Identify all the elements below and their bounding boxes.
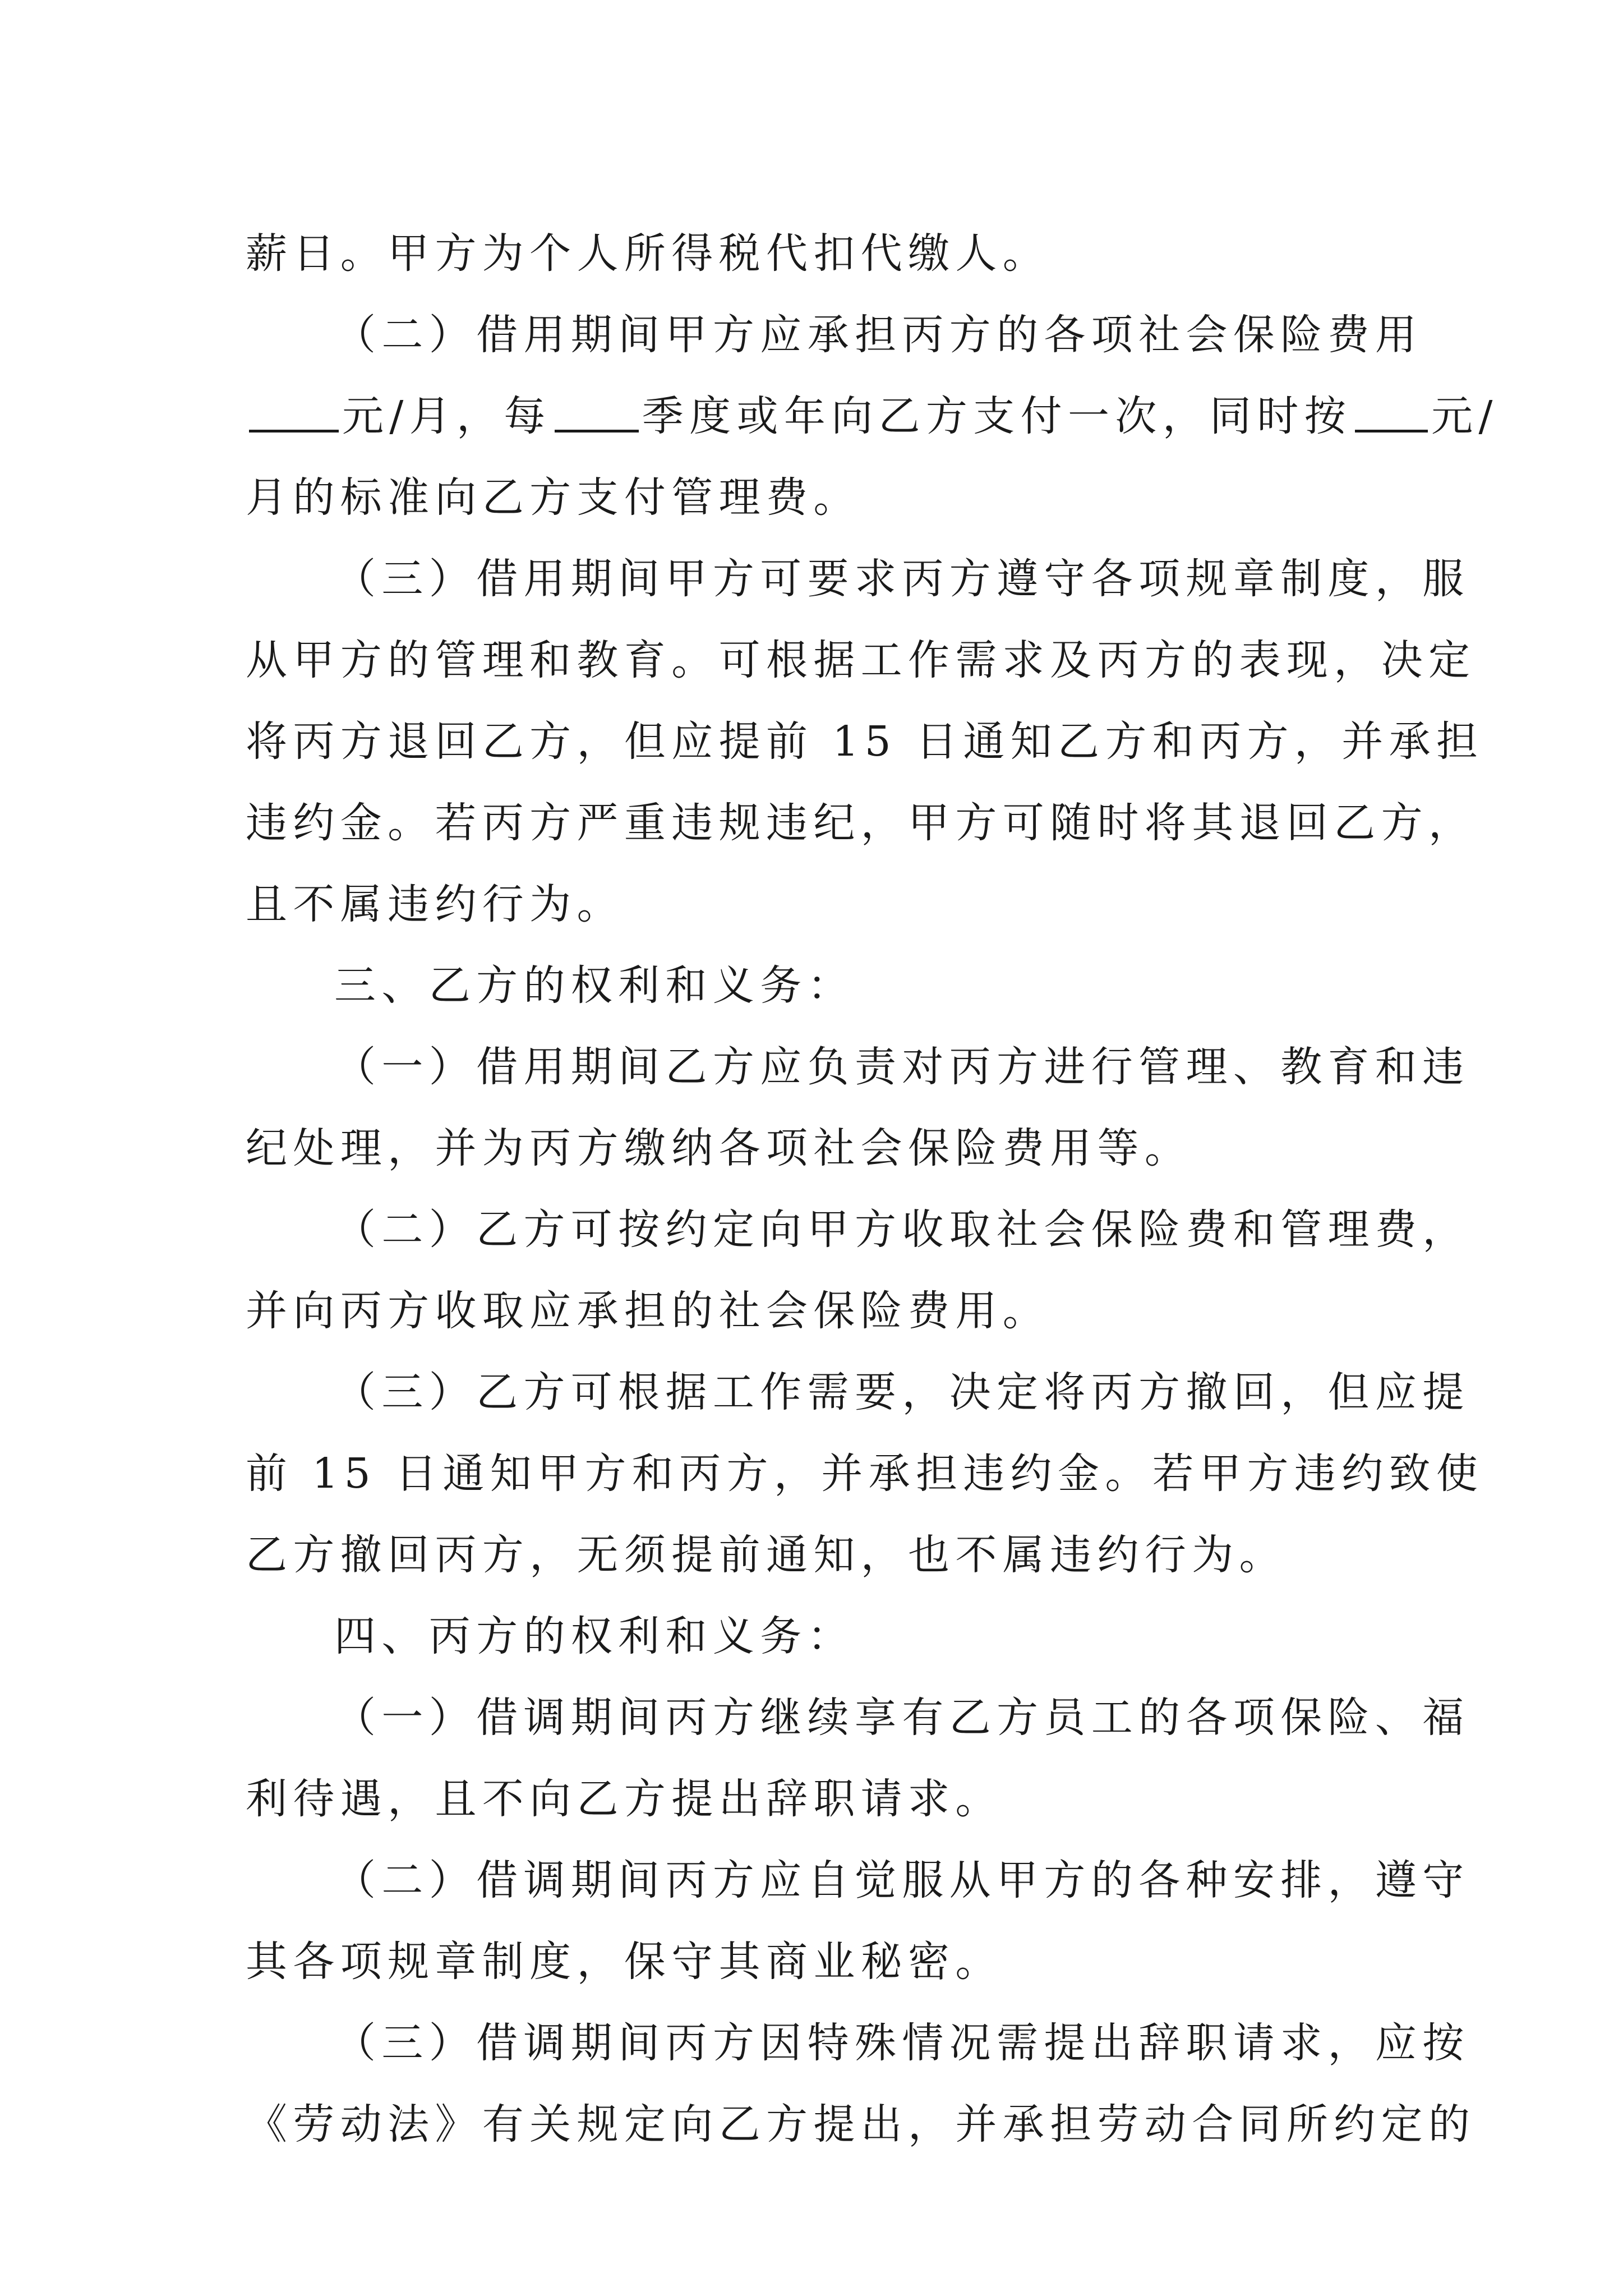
document-body [246, 213, 1498, 2165]
text-line: 月的标准向乙方支付管理费。 [246, 473, 861, 522]
text-segment: 元/月，每 [342, 392, 551, 440]
text-line: 违约金。若丙方严重违规违纪，甲方可随时将其退回乙方， [246, 799, 1476, 847]
text-line: 并向丙方收取应承担的社会保险费用。 [246, 1287, 1050, 1335]
section-heading: 四、丙方的权利和义务： [334, 1612, 855, 1660]
text-line: 且不属违约行为。 [246, 880, 624, 928]
text-line: 《劳动法》有关规定向乙方提出，并承担劳动合同所约定的 [246, 2100, 1476, 2148]
text-line: 乙方撤回丙方，无须提前通知，也不属违约行为。 [246, 1531, 1287, 1579]
text-line: 利待遇，且不向乙方提出辞职请求。 [246, 1775, 1003, 1823]
text-line: 其各项规章制度，保守其商业秘密。 [246, 1938, 1003, 1986]
fill-in-blank-amount[interactable] [249, 390, 339, 432]
text-line: （一）借调期间丙方继续享有乙方员工的各项保险、福 [334, 1694, 1470, 1742]
text-line: （二）借用期间甲方应承担丙方的各项社会保险费用 [334, 311, 1423, 359]
text-line: （二）借调期间丙方应自觉服从甲方的各种安排，遵守 [334, 1856, 1470, 1904]
text-line: 将丙方退回乙方，但应提前 15 日通知乙方和丙方，并承担 [246, 717, 1484, 766]
text-line: 前 15 日通知甲方和丙方，并承担违约金。若甲方违约致使 [246, 1450, 1484, 1498]
text-line: 纪处理，并为丙方缴纳各项社会保险费用等。 [246, 1124, 1192, 1172]
text-segment: 元/ [1431, 392, 1498, 440]
text-line: 从甲方的管理和教育。可根据工作需求及丙方的表现，决定 [246, 636, 1476, 684]
text-line: （二）乙方可按约定向甲方收取社会保险费和管理费， [334, 1205, 1470, 1254]
text-segment: 季度或年向乙方支付一次，同时按 [642, 392, 1352, 440]
text-line: （三）乙方可根据工作需要，决定将丙方撤回，但应提 [334, 1368, 1470, 1416]
fill-in-blank-fee[interactable] [1355, 390, 1428, 432]
text-line: （一）借用期间乙方应负责对丙方进行管理、教育和违 [334, 1043, 1470, 1091]
section-heading: 三、乙方的权利和义务： [334, 961, 855, 1010]
text-line: 薪日。甲方为个人所得税代扣代缴人。 [246, 229, 1050, 278]
text-line: （三）借用期间甲方可要求丙方遵守各项规章制度，服 [334, 555, 1470, 603]
fill-in-blank-period[interactable] [555, 390, 639, 432]
text-line: （三）借调期间丙方因特殊情况需提出辞职请求，应按 [334, 2019, 1470, 2067]
text-line-with-blanks [246, 376, 1498, 457]
